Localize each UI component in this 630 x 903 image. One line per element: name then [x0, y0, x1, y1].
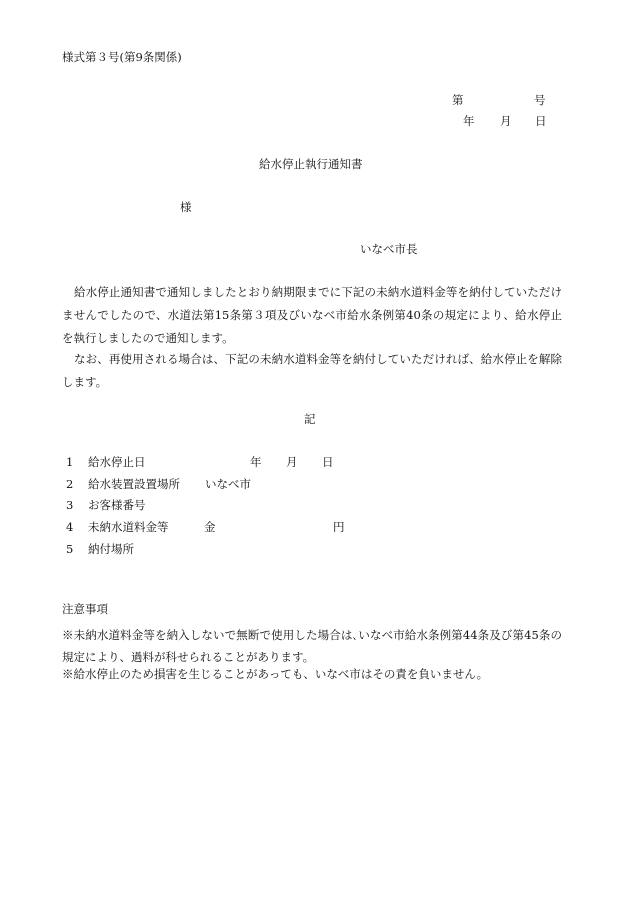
item-number: 5 — [66, 542, 74, 556]
item-label: 給水装置設置場所 — [88, 477, 180, 491]
body-paragraph-1: 給水停止通知書で通知しましたとおり納期限までに下記の未納水道料金等を納付していただけませんでしたので、水道法第15条第３項及びいなべ市給水条例第40条の規定により、給水停止を執行しましたので通知します。 — [62, 285, 562, 345]
item-label: お客様番号 — [88, 498, 146, 512]
addressee-suffix: 様 — [180, 200, 192, 214]
stop-date-year: 年 — [250, 455, 262, 469]
issue-date-year: 年 — [463, 114, 475, 128]
ki-heading: 記 — [304, 412, 316, 426]
notes-heading: 注意事項 — [62, 602, 108, 616]
item-label: 納付場所 — [88, 542, 134, 556]
body-paragraph-2: なお、再使用される場合は、下記の未納水道料金等を納付していただければ、給水停止を解除します。 — [62, 352, 562, 389]
item-number: 1 — [66, 455, 74, 469]
stop-date-month: 月 — [286, 455, 298, 469]
form-number: 様式第３号(第9条関係) — [62, 50, 182, 64]
location-city: いなべ市 — [205, 477, 251, 491]
issue-date-month: 月 — [500, 114, 512, 128]
document-number-prefix: 第 — [452, 93, 464, 107]
document-number-suffix: 号 — [534, 93, 546, 107]
note-1: ※未納水道料金等を納入しないで無断で使用した場合は､いなべ市給水条例第44条及び第45条の規定により、過料が科せられることがあります。 — [62, 628, 562, 664]
amount-prefix: 金 — [204, 520, 216, 534]
item-label: 給水停止日 — [88, 455, 146, 469]
item-number: 3 — [66, 498, 74, 512]
item-number: 4 — [66, 520, 74, 534]
document-title: 給水停止執行通知書 — [259, 157, 363, 171]
amount-unit: 円 — [333, 520, 345, 534]
item-label: 未納水道料金等 — [88, 520, 169, 534]
stop-date-day: 日 — [322, 455, 334, 469]
note-2: ※給水停止のため損害を生じることがあっても、いなべ市はその責を負いません。 — [62, 667, 489, 681]
sender-name: いなべ市長 — [360, 242, 418, 256]
item-number: 2 — [66, 477, 74, 491]
issue-date-day: 日 — [535, 114, 547, 128]
